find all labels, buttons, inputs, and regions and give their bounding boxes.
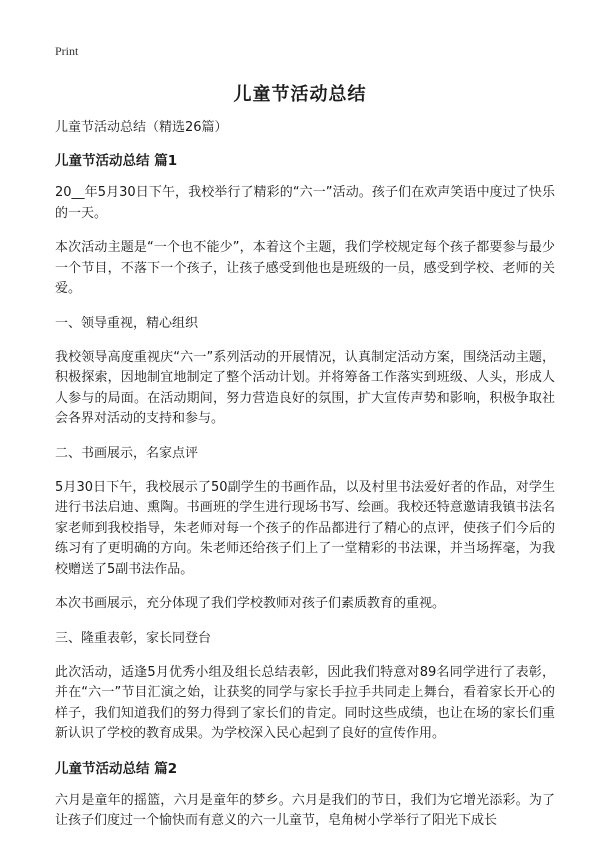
subheading: 一、领导重视，精心组织 <box>55 315 199 331</box>
document-title: 儿童节活动总结 <box>233 84 367 105</box>
paragraph: 20__年5月30日下午，我校举行了精彩的“六一”活动。孩子们在欢声笑语中度过了快乐的一天。 <box>55 185 555 221</box>
document-subtitle: 儿童节活动总结（精选26篇） <box>55 120 228 135</box>
section-title: 儿童节活动总结 篇2 <box>55 760 178 777</box>
subheading: 二、书画展示，名家点评 <box>55 445 199 461</box>
document-body <box>55 118 555 846</box>
paragraph: 此次活动，适逢5月优秀小组及组长总结表彰，因此我们特意对89名同学进行了表彰，并在“六一”节目汇演之始，让获奖的同学与家长手拉手共同走上舞台，看着家长开心的样子，我们知道我们的努力得到了家长们的肯定。同时这些成绩，也让在场的家长们重新认识了学校的教育成果。为学校深入民心起到了良好的宣传作用。 <box>55 664 555 741</box>
section-title: 儿童节活动总结 篇1 <box>55 153 178 169</box>
paragraph: 我校领导高度重视庆“六一”系列活动的开展情况，认真制定活动方案，围绕活动主题，积极探索，因地制宜地制定了整个活动计划。并将筹备工作落实到班级、人头，形成人人参与的局面。在活动期间，努力营造良好的氛围，扩大宣传声势和影响，积极争取社会各界对活动的支持和参与。 <box>55 349 555 426</box>
paragraph: 本次活动主题是“一个也不能少”，本着这个主题，我们学校规定每个孩子都要参与最少一个节目，不落下一个孩子，让孩子感受到他也是班级的一员，感受到学校、老师的关爱。 <box>55 240 555 296</box>
paragraph: 六月是童年的摇篮，六月是童年的梦乡。六月是我们的节日，我们为它增光添彩。为了让孩子们度过一个愉快而有意义的六一儿童节，皂角树小学举行了阳光下成长 <box>55 792 555 828</box>
subheading: 三、隆重表彰，家长同登台 <box>55 630 212 646</box>
paragraph: 本次书画展示，充分体现了我们学校教师对孩子们素质教育的重视。 <box>55 596 446 611</box>
print-label[interactable]: Print <box>55 44 79 58</box>
paragraph: 5月30日下午，我校展示了50副学生的书画作品，以及村里书法爱好者的作品，对学生进行书法启迪、熏陶。书画班的学生进行现场书写、绘画。我校还特意邀请我镇书法名家老师到我校指导，朱老师对每一个孩子的作品都进行了精心的点评，使孩子们今后的练习有了更明确的方向。朱老师还给孩子们上了一堂精彩的书法课，并当场挥毫，为我校赠送了5副书法作品。 <box>55 479 555 577</box>
